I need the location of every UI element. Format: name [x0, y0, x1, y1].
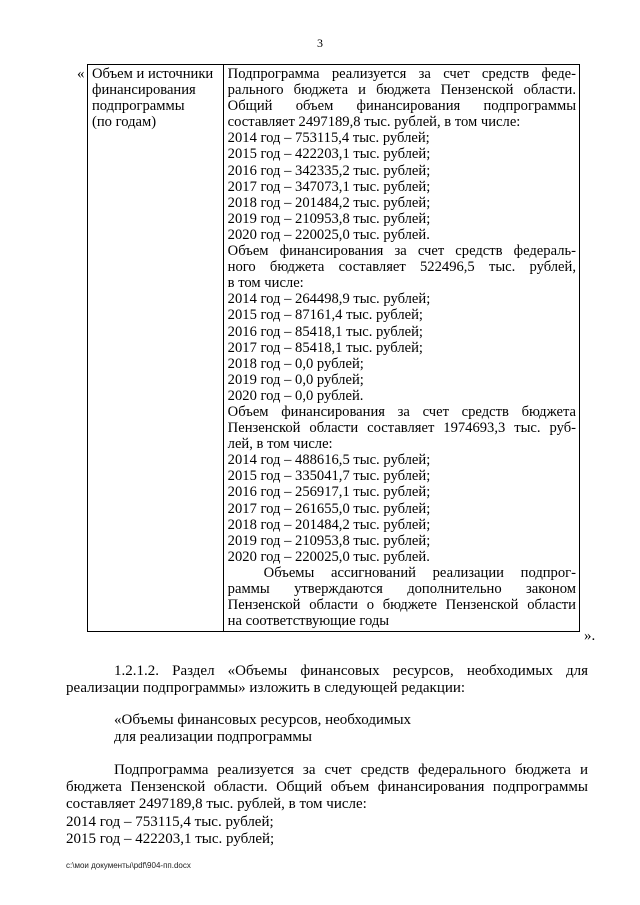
file-path-footer: c:\мои документы\pdf\904-пп.docx [66, 861, 191, 870]
content-cell [223, 65, 579, 632]
content-line: 2019 год – 210953,8 тыс. рублей; [227, 532, 431, 549]
paragraph-line: 2014 год – 753115,4 тыс. рублей; [66, 813, 274, 830]
content-line: 2017 год – 347073,1 тыс. рублей; [227, 178, 431, 195]
content-line: Пензенской области о бюджете Пензенской области [227, 597, 576, 614]
content-line: ного бюджета составляет 522496,5 тыс. рублей, [227, 259, 576, 276]
closing-quote: ». [584, 628, 596, 644]
paragraph-line: Подпрограмма реализуется за счет средств федерального бюджета и [114, 762, 588, 778]
funding-summary-table [87, 64, 580, 632]
content-line: 2019 год – 0,0 рублей; [227, 371, 364, 388]
content-line: в том числе: [227, 275, 304, 292]
label-line: Объем и источники [92, 66, 214, 82]
opening-quote: « [77, 66, 85, 82]
heading-line: для реализации подпрограммы [114, 729, 312, 746]
content-line: 2017 год – 261655,0 тыс. рублей; [227, 500, 431, 517]
content-line: лей, в том числе: [227, 436, 333, 453]
content-line: раммы утверждаются дополнительно законом [227, 581, 576, 597]
content-line: 2018 год – 201484,2 тыс. рублей; [227, 516, 431, 533]
content-line: на соответствующие годы [227, 613, 390, 630]
content-line: Объем финансирования за счет средств федераль- [227, 243, 576, 260]
paragraph-line: 2015 год – 422203,1 тыс. рублей; [66, 830, 275, 847]
content-line: 2014 год – 488616,5 тыс. рублей; [227, 452, 431, 469]
label-cell [88, 65, 224, 632]
label-line: подпрограммы [92, 98, 185, 115]
section-heading [114, 712, 514, 746]
label-line: финансирования [92, 82, 196, 99]
content-line: Подпрограмма реализуется за счет средств феде- [227, 66, 576, 82]
content-line: 2020 год – 220025,0 тыс. рублей. [227, 226, 430, 243]
content-line: Общий объем финансирования подпрограммы [227, 98, 576, 115]
content-line: Объем финансирования за счет средств бюджета [227, 403, 576, 420]
paragraph-line: бюджета Пензенской области. Общий объем финансирования подпрограммы [66, 779, 588, 796]
content-line: 2015 год – 87161,4 тыс. рублей; [227, 307, 423, 324]
content-line: 2019 год – 210953,8 тыс. рублей; [227, 210, 431, 227]
label-line: (по годам) [92, 114, 157, 131]
content-line: рального бюджета и бюджета Пензенской области. [227, 82, 576, 99]
content-line: 2016 год – 85418,1 тыс. рублей; [227, 323, 423, 340]
content-line: 2015 год – 422203,1 тыс. рублей; [227, 146, 431, 163]
content-line: 2016 год – 256917,1 тыс. рублей; [227, 484, 431, 501]
content-line: 2018 год – 0,0 рублей; [227, 355, 364, 372]
content-line: 2014 год – 753115,4 тыс. рублей; [227, 130, 430, 147]
content-line: 2020 год – 0,0 рублей. [227, 387, 364, 404]
content-line: 2016 год – 342335,2 тыс. рублей; [227, 162, 431, 179]
amendment-paragraph [66, 663, 588, 697]
content-line: Пензенской области составляет 1974693,3 тыс. руб- [227, 420, 576, 437]
table-row [88, 65, 580, 632]
content-line: 2017 год – 85418,1 тыс. рублей; [227, 339, 423, 356]
content-line: составляет 2497189,8 тыс. рублей, в том числе: [227, 114, 521, 131]
page-number: 3 [317, 36, 323, 50]
content-line: Объемы ассигнований реализации подпрог- [263, 564, 576, 581]
content-line: 2020 год – 220025,0 тыс. рублей. [227, 548, 430, 565]
paragraph-text: 1.2.1.2. Раздел «Объемы финансовых ресурсов, необходимых для реализации подпрограммы» изложить в следующей редакции: [66, 663, 588, 697]
content-line: 2018 год – 201484,2 тыс. рублей; [227, 194, 431, 211]
paragraph-line: составляет 2497189,8 тыс. рублей, в том числе: [66, 796, 367, 813]
heading-line: «Объемы финансовых ресурсов, необходимых [114, 712, 412, 728]
content-line: 2015 год – 335041,7 тыс. рублей; [227, 468, 431, 485]
funding-paragraph [66, 762, 588, 848]
content-line: 2014 год – 264498,9 тыс. рублей; [227, 291, 431, 308]
